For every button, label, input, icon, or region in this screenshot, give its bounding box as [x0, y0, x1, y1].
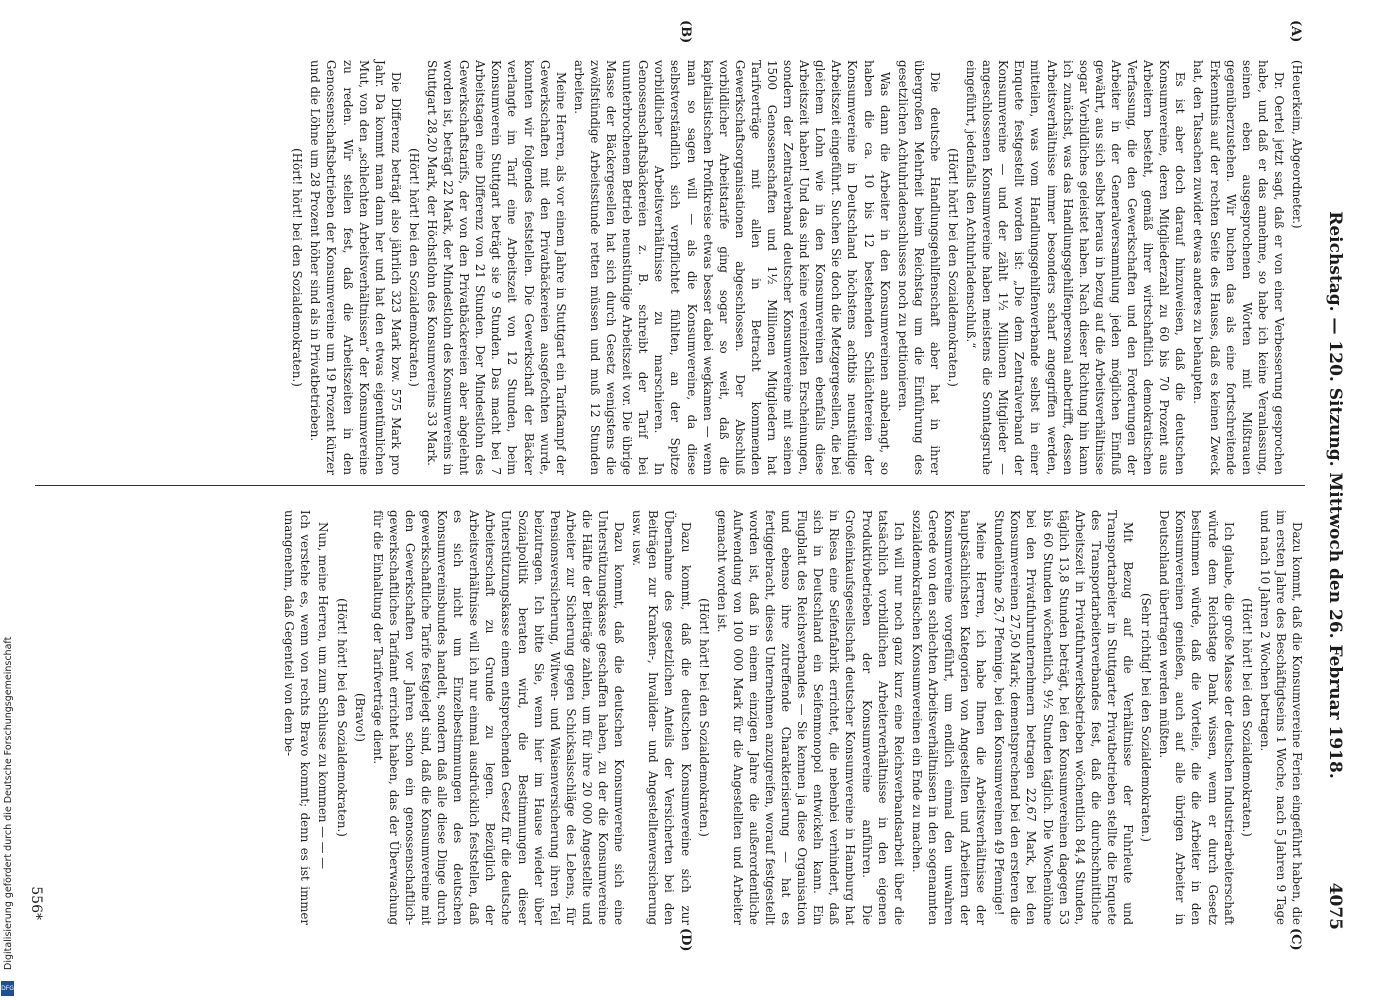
- paragraph: Dazu kommt, daß die deutschen Konsumvereine sich zur Übernahme des gesetzlichen Anteils der Versicherten bei den Beiträgen zur Kranken-, Invaliden- und Angestelltenversicherung usw. usw.: [630, 510, 693, 925]
- interjection: (Hört! hört! bei den Sozialdemokraten.): [334, 598, 349, 837]
- speaker-line: (Heuerkeim, Abgeordneter.): [1290, 60, 1304, 229]
- header-title: Reichstag. — 120. Sitzung. Mittwoch den 26. Februar 1918.: [1325, 211, 1345, 779]
- paragraph: Es ist aber doch darauf hinzuweisen, daß die deutschen Konsumvereine, deren Mitgliederzahl zu 60 bis 70 Prozent aus Arbeitern besteht, gemäß ihrer wirtschaftlich demokratischen Verfassung, die den Gewerkschaften und den Forderungen der Arbeiter in der Generalversammlung jeden möglichen Einfluß gewährt, aus sich selbst heraus in bezug auf die Arbeitsverhältnisse sogar Vorbildliches geleistet haben. Nach dieser Richtung hin kann ich zunächst, was das Handlungsgehilfenpersonal anbetrifft, dessen Arbeitsverhältnisse immer besonders scharf angegriffen werden, mitteilen, was vom Handlungsgehilfenverbande selbst in einer Enquete festgestellt worden ist: „Die dem Zentralverband der Konsumvereine — und der zählt 1½ Millionen Mitglieder — angeschlossenen Konsumvereine haben meistens die Sonntagsruhe eingeführt, jedenfalls den Achtuhrladenschluß.“: [964, 60, 1188, 475]
- interjection: (Hört! hört! bei den Sozialdemokraten.): [946, 148, 961, 387]
- margin-marker-d: (D): [678, 928, 693, 952]
- interjection: (Sehr richtig! bei den Sozialdemokraten.): [1139, 592, 1154, 843]
- interjection: (Bravo!): [352, 692, 367, 743]
- margin-marker-a: (A): [1288, 20, 1303, 43]
- paragraph: Ich will nur noch ganz kurz eine Reichsverbandsarbeit über die tatsächlich vorbildlichen Arbeiterverhältnisse in den eigenen Produktivbetrieben der Konsumvereine anführen. Die Großeinkaufsgesellschaft deutscher Konsumvereine in Hamburg hat in Riesa eine Seifenfabrik errichtet, die nebenbei verhindert, daß sich in Deutschland ein Seifenmonopol entwickeln kann. Ein Flugblatt des Reichsverbandes — Sie kennen ja diese Organisation und ebenso ihre zutreffende Charakterisierung — hat es fertiggebracht, dieses Unternehmen anzugreifen, worauf festgestellt worden ist, daß in einem einzigen Jahre die außerordentliche Aufwendung von 100 000 Mark für die Angestellten und Arbeiter gemacht worden ist.: [714, 510, 906, 925]
- paragraph: Die Differenz beträgt also jährlich 323 Mark bzw. 575 Mark pro Jahr. Da kommt man dann her und hat den etwas eigentümlichen Mut, von den „schlechten Arbeitsverhältnissen“ der Konsumvereine zu reden. Wir stellen fest, daß die Arbeitszeiten in den Genossenschaftsbetrieben der Konsumvereine um 19 Prozent kürzer und die Löhne um 28 Prozent höher sind als in Privatbetrieben.: [308, 60, 403, 475]
- page-footer: 556*: [28, 886, 44, 920]
- paragraph: Ich verstehe es, wenn von rechts Bravo kommt; denn es ist immer unangenehm, daß Gegenteil von dem be-: [282, 510, 313, 925]
- interjection: (Hört! hört! bei den Sozialdemokraten.): [406, 148, 421, 387]
- paragraph: Mit Bezug auf die Verhältnisse der Fuhrleute und Transportarbeiter in Stuttgarter Privatbetrieben stellte die Enquete des Transportarbeiterverbandes fest, daß die durchschnittliche Arbeitszeit in Privatfuhrwerksbetrieben wöchentlich 84,4 Stunden, täglich 13,8 Stunden beträgt, bei den Konsumvereinen dagegen 53 bis 60 Stunden wöchentlich, 9½ Stunden täglich. Die Wochenlöhne bei den Privatfuhrunternehmern betragen 22,67 Mark, bei den Konsumvereinen 27,50 Mark; dementsprechend bei den ersteren die Stundenlöhne 26,7 Pfennige, bei den Konsumvereinen 49 Pfennige!: [992, 510, 1136, 925]
- column-divider: [35, 485, 1305, 486]
- paragraph: Dr. Oertel jetzt sagt, daß er von einer Verbesserung gesprochen habe, und daß er das annehme, so habe ich keine Veranlassung, seinen eben ausgesprochenen Worten mit Mißtrauen gegenüberzustehen. Wir buchen das als eine fortschreitende Erkenntnis auf der rechten Seite des Hauses, daß es keinen Zweck hat, den Tatsachen zuwider etwas anderes zu behaupten.: [1191, 60, 1286, 475]
- margin-marker-c: (C): [1288, 928, 1303, 951]
- paragraph: Dazu kommt, daß die Konsumvereine Ferien eingeführt haben, die im ersten Jahre des Beschäftigtseins 1 Woche, nach 5 Jahren 9 Tage und nach 10 Jahren 2 Wochen betragen.: [1257, 510, 1304, 925]
- page-header: [1319, 60, 1345, 930]
- paragraph: Meine Herren, ich habe Ihnen die Arbeitsverhältnisse der hauptsächlichsten Kategorien von Angestellten und Arbeitern der Konsumvereine vorgeführt, um endlich einmal den unwahren Gerede von den schlechten Arbeitsverhältnissen in den sogenannten sozialdemokratischen Konsumvereinen ein Ende zu machen.: [909, 510, 989, 925]
- paragraph: Ich glaube, die große Masse der deutschen Industriearbeiterschaft würde dem Reichstage Dank wissen, wenn er durch Gesetz bestimmen würde, daß die Vorteile, die die Arbeiter in den Konsumvereinen genießen, auch auf alle übrigen Arbeiter in Deutschland übertragen werden müßten.: [1157, 510, 1236, 925]
- interjection: (Hört! hört! bei den Sozialdemokraten.): [696, 598, 711, 837]
- left-column: [287, 60, 1305, 475]
- paragraph: Die deutsche Handlungsgehilfenschaft aber hat in ihrer übergroßen Mehrheit beim Reichstag um die Einführung des gesetzlichen Achtuhrladenschlusses noch zu petitionieren.: [895, 60, 942, 475]
- dfg-logo: DFG: [1, 981, 14, 996]
- paragraph: Was dann die Arbeiter in den Konsumvereinen anbelangt, so haben die ca. 10 bis 12 bestehenden Schlächtereien der Konsumvereine in Deutschland höchstens achtbis neunstündige Arbeitszeit eingeführt. Suchen Sie doch die Metzgergesellen, die bei gleichem Lohn wie in den Konsumvereinen ebenfalls diese Arbeitszeit haben! Und das sind keine vereinzelten Erscheinungen, sondern der Zentralverband deutscher Konsumvereine mit seinen 1500 Genossenschaften und 1½ Millionen Mitgliedern hat Tarifverträge mit allen in Betracht kommenden Gewerkschaftsorganisationen abgeschlossen. Der Abschluß vorbildlicher Arbeitstarife ging sogar so weit, daß die kapitalistischen Profitkreise etwas besser dabei wegkamen — wenn man so sagen will — als die Konsumvereine, da diese selbstverständlich sich verpflichtet fühlten, an der Spitze vorbildlicher Arbeitsverhältnisse zu marschieren. In Genossenschaftsbäckereien z. B. schreibt der Tarif bei ununterbrochenem Betrieb neunstündige Arbeitszeit vor. Die übrige Masse der Bäckergesellen hat sich durch Gesetz wenigstens die zwölfstündige Arbeitsstunde retten müssen und muß 12 Stunden arbeiten.: [571, 60, 892, 475]
- interjection: (Hört! hört! bei den Sozialdemokraten.): [290, 148, 305, 387]
- right-column: [279, 510, 1305, 925]
- paragraph: Nun, meine Herren, um zum Schlusse zu kommen — — —: [316, 522, 331, 870]
- page-number: 4075: [1325, 882, 1345, 930]
- paragraph: Dazu kommt, daß die deutschen Konsumvereine sich eine Unterstützungskasse geschaffen haben, zu der die Konsumvereine die Hälfte der Beiträge zahlen, um für ihre 20 000 Angestellte und Arbeiter zur Sicherung gegen Schicksalsschläge des Lebens, für Pensionsversicherung, Witwen- und Waisenversicherung ihren Teil beizutragen. Ich bitte Sie, wenn hier im Hause wieder über Sozialpolitik beraten wird, die Bestimmungen dieser Unterstützungskasse einem entsprechenden Gesetz für die deutsche Arbeiterschaft zu Grunde zu legen. Bezüglich der Arbeitsverhältnisse will ich nur einmal ausdrücklich feststellen, daß es sich nicht um Einzelbestimmungen des deutschen Konsumvereinsbundes handelt, sondern daß alle diese Dinge durch gewerkschaftliche Tarife festgelegt sind, daß die Konsumvereine mit den Gewerkschaften vor Jahren schon ein genossenschaftlich-gewerkschaftliches Tarifamt errichtet haben, das der Überwachung für die Einhaltung der Tarifverträge dient.: [370, 510, 627, 925]
- interjection: (Hört! hört! bei den Sozialdemokraten.): [1239, 598, 1254, 837]
- funding-note-text: Digitalisierung gefördert durch die Deutsche Forschungsgemeinschaft: [3, 636, 14, 970]
- paragraph: Meine Herren, als vor einem Jahre in Stuttgart ein Tarifkampf der Gewerkschaften mit den Privatbäckereien ausgefochten wurde, konnten wir folgendes feststellen. Die Gewerkschaft der Bäcker verlangte im Tarif eine Arbeitszeit von 12 Stunden, beim Konsumverein Stuttgart beträgt sie 9 Stunden. Das macht bei 7 Arbeitstagen eine Differenz von 21 Stunden. Der Mindestlohn des Gewerkschaftstarifs, der von den Privatbäckereien aber abgelehnt worden ist, beträgt 22 Mark, der Mindestlohn des Konsumvereins in Stuttgart 28,20 Mark, der Höchstlohn des Konsumvereins 33 Mark.: [425, 60, 568, 475]
- margin-marker-b: (B): [678, 20, 693, 44]
